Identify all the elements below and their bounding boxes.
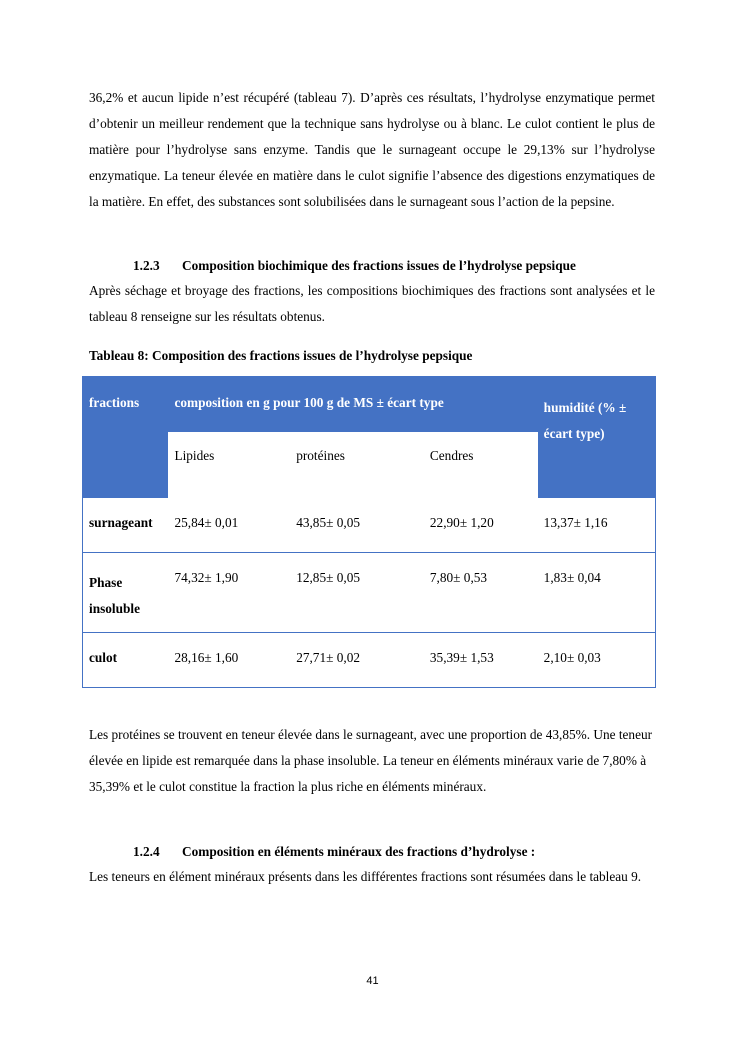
cell-proteines: 12,85± 0,05	[290, 553, 424, 633]
row-label: Phase insoluble	[83, 553, 169, 633]
row-label: surnageant	[83, 498, 169, 553]
heading-1-2-4	[133, 843, 535, 861]
header-fractions: fractions	[83, 377, 169, 498]
cell-lipides: 74,32± 1,90	[168, 553, 290, 633]
paragraph-section-1-2-3: Après séchage et broyage des fractions, les compositions biochimiques des fractions sont analysées et le tableau 8 renseigne sur les résultats obtenus.	[89, 283, 655, 324]
header-cendres: Cendres	[424, 432, 538, 498]
cell-humidite: 13,37± 1,16	[538, 498, 656, 553]
header-proteines: protéines	[290, 432, 424, 498]
header-humidite: humidité (% ± écart type)	[538, 377, 656, 498]
composition-table	[82, 376, 656, 688]
table-row	[83, 498, 656, 553]
heading-1-2-3	[133, 257, 576, 275]
paragraph-intro: 36,2% et aucun lipide n’est récupéré (tableau 7). D’après ces résultats, l’hydrolyse enzymatique permet d’obtenir un meilleur rendement que la technique sans hydrolyse ou à blanc. Le culot contient le plus de matière pour l’hydrolyse sans enzyme. Tandis que le surnageant occupe le 29,13% sur l’hydrolyse enzymatique. La teneur élevée en matière dans le culot signifie l’absence des digestions enzymatiques de la matière. En effet, des substances sont solubilisées dans le surnageant sous l’action de la pepsine.	[89, 90, 655, 209]
heading-title: Composition en éléments minéraux des fractions d’hydrolyse :	[182, 844, 536, 859]
cell-lipides: 25,84± 0,01	[168, 498, 290, 553]
heading-number: 1.2.4	[133, 844, 160, 859]
cell-lipides: 28,16± 1,60	[168, 633, 290, 688]
paragraph-section-1-2-4: Les teneurs en élément minéraux présents dans les différentes fractions sont résumées dans le tableau 9.	[89, 869, 642, 884]
row-label: culot	[83, 633, 169, 688]
cell-humidite: 1,83± 0,04	[538, 553, 656, 633]
cell-proteines: 27,71± 0,02	[290, 633, 424, 688]
heading-title: Composition biochimique des fractions issues de l’hydrolyse pepsique	[182, 258, 576, 273]
table-row	[83, 553, 656, 633]
table-caption: Tableau 8: Composition des fractions issues de l’hydrolyse pepsique	[89, 348, 473, 363]
header-lipides: Lipides	[168, 432, 290, 498]
cell-proteines: 43,85± 0,05	[290, 498, 424, 553]
page-number: 41	[366, 975, 379, 987]
table-row	[83, 633, 656, 688]
header-composition: composition en g pour 100 g de MS ± écart type	[168, 377, 537, 432]
cell-humidite: 2,10± 0,03	[538, 633, 656, 688]
cell-cendres: 22,90± 1,20	[424, 498, 538, 553]
cell-cendres: 35,39± 1,53	[424, 633, 538, 688]
paragraph-after-table: Les protéines se trouvent en teneur élevée dans le surnageant, avec une proportion de 43,85%. Une teneur élevée en lipide est remarquée dans la phase insoluble. La teneur en éléments minéraux varie de 7,80% à 35,39% et le culot constitue la fraction la plus riche en éléments minéraux.	[89, 727, 653, 794]
cell-cendres: 7,80± 0,53	[424, 553, 538, 633]
heading-number: 1.2.3	[133, 258, 160, 273]
